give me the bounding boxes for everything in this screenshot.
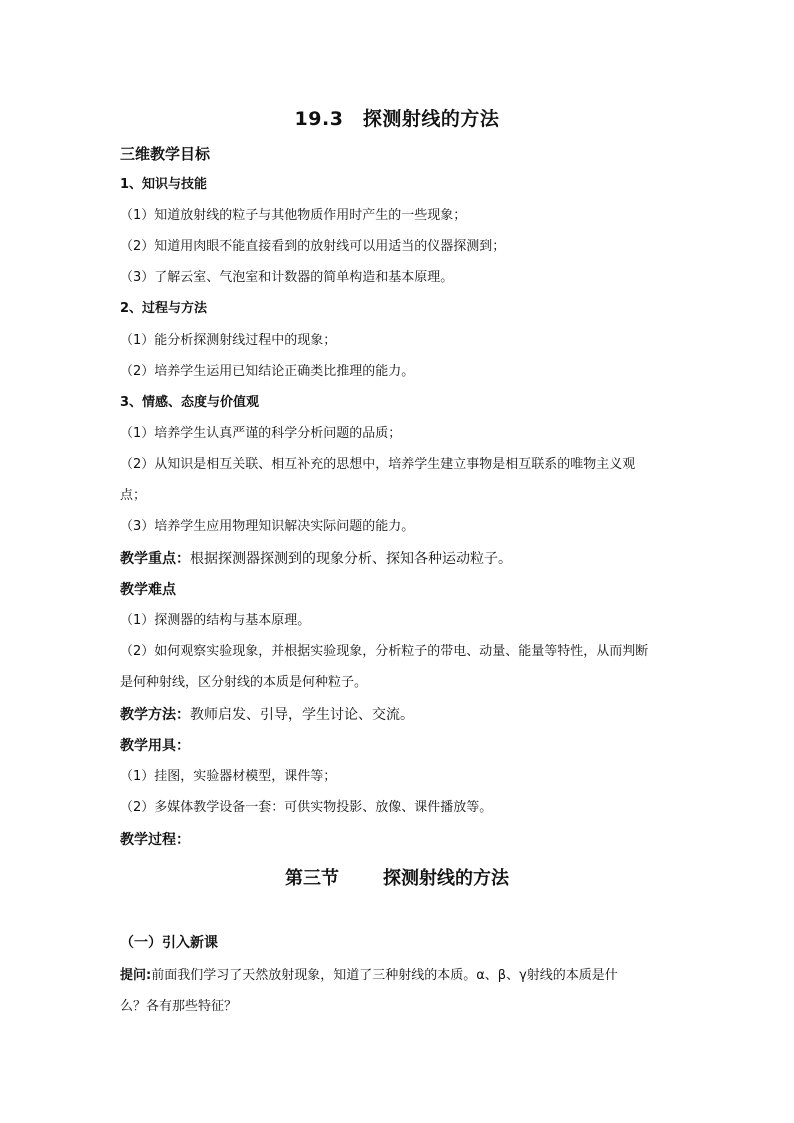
difficulties-heading: 教学难点 [120, 582, 176, 598]
section-1-heading: 1、知识与技能 [120, 177, 208, 192]
page-title: 19.3 探测射线的方法 [294, 108, 500, 130]
section-3-item-3: （3）培养学生应用物理知识解决实际问题的能力。 [120, 519, 415, 534]
process-heading: 教学过程： [120, 832, 190, 848]
key-points [120, 550, 690, 568]
question-label: 提问: [120, 968, 152, 983]
section-2-item-1: （1）能分析探测射线过程中的现象； [120, 333, 337, 348]
teaching-method [120, 706, 690, 724]
section-3-heading: 3、情感、态度与价值观 [120, 395, 260, 410]
section-1-item-3: （3）了解云室、气泡室和计数器的简单构造和基本原理。 [120, 270, 454, 285]
section-3-item-1: （1）培养学生认真严谨的科学分析问题的品质； [120, 426, 402, 441]
section-1-item-2: （2）知道用肉眼不能直接看到的放射线可以用适当的仪器探测到； [120, 239, 506, 254]
section-title-number: 第三节 [285, 868, 339, 889]
intro-question-line-1 [120, 967, 690, 985]
key-points-label: 教学重点： [120, 551, 190, 567]
section-3-item-2: （2）从知识是相互关联、相互补充的思想中，培养学生建立事物是相互联系的唯物主义观 [120, 457, 636, 472]
question-text-1: 前面我们学习了天然放射现象，知道了三种射线的本质。α、β、γ射线的本质是什 [151, 968, 618, 983]
goals-heading: 三维教学目标 [120, 145, 211, 163]
section-title [0, 864, 794, 890]
intro-question-line-2: 么？各有那些特征？ [120, 999, 238, 1014]
teaching-method-text: 教师启发、引导，学生讨论、交流。 [190, 707, 414, 723]
tools-heading: 教学用具： [120, 738, 190, 754]
difficulties-item-2: （2）如何观察实验现象，并根据实验现象，分析粒子的带电、动量、能量等特性，从而判断 [120, 644, 649, 659]
key-points-text: 根据探测器探测到的现象分析、探知各种运动粒子。 [190, 551, 512, 567]
difficulties-item-2-cont: 是何种射线，区分射线的本质是何种粒子。 [120, 675, 368, 690]
teaching-method-label: 教学方法： [120, 707, 190, 723]
section-1-item-1: （1）知道放射线的粒子与其他物质作用时产生的一些现象； [120, 208, 467, 223]
section-3-item-2-cont: 点； [120, 488, 147, 503]
tools-item-1: （1）挂图，实验器材模型，课件等； [120, 769, 337, 784]
section-2-item-2: （2）培养学生运用已知结论正确类比推理的能力。 [120, 364, 415, 379]
section-2-heading: 2、过程与方法 [120, 301, 208, 316]
section-title-text: 探测射线的方法 [383, 868, 509, 889]
difficulties-item-1: （1）探测器的结构与基本原理。 [120, 613, 311, 628]
intro-heading: （一）引入新课 [120, 935, 218, 951]
tools-item-2: （2）多媒体教学设备一套：可供实物投影、放像、课件播放等。 [120, 800, 493, 815]
